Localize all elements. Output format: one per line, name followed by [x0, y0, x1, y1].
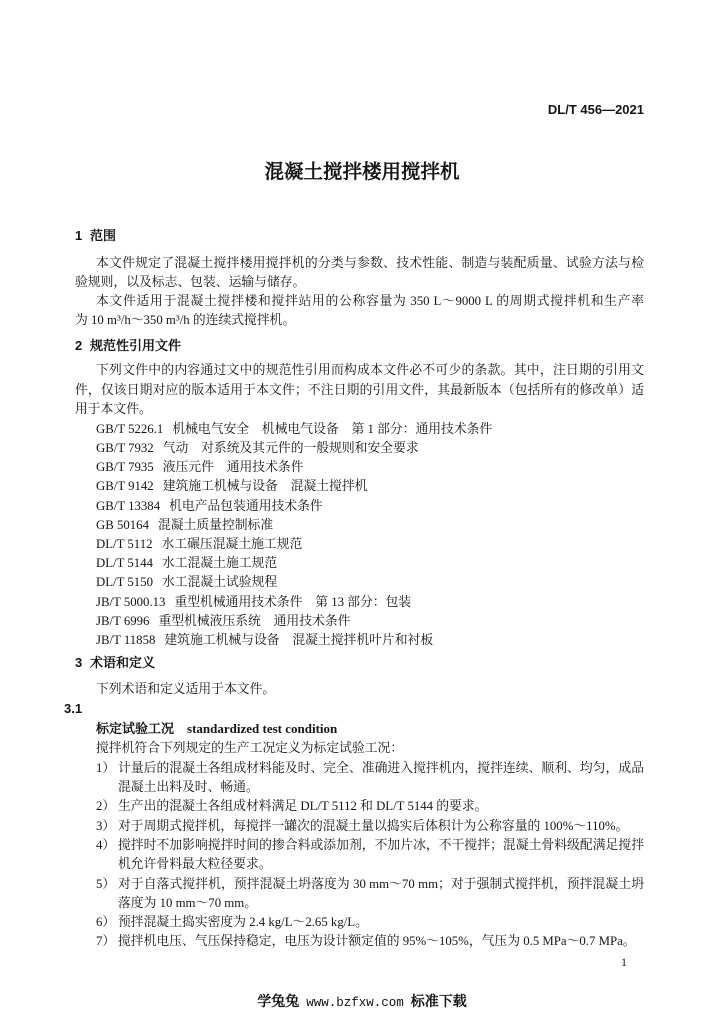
- section-title: 规范性引用文件: [90, 338, 182, 353]
- list-item-line: 搅拌时不加影响搅拌时间的掺合料或添加剂，不加片冰，不干搅拌；混凝土骨料级配满足搅拌: [118, 838, 644, 852]
- document-title: 混凝土搅拌楼用搅拌机: [264, 161, 460, 183]
- reference-item: [96, 573, 277, 591]
- reference-title: 水工碾压混凝土施工规范: [161, 537, 303, 551]
- paragraph-line: 本文件规定了混凝土搅拌楼用搅拌机的分类与参数、技术性能、制造与装配质量、试验方法与检: [96, 256, 644, 270]
- footer-url: www.bzfxw.com: [306, 996, 404, 1010]
- reference-code: JB/T 5000.13: [96, 595, 166, 609]
- reference-item: [96, 477, 367, 495]
- list-item-line: 搅拌机电压、气压保持稳定，电压为设计额定值的 95%～105%，气压为 0.5 MPa～0.7 MPa。: [118, 934, 636, 948]
- list-marker: 2）: [96, 799, 116, 813]
- paragraph-line: 为 10 m³/h～350 m³/h 的连续式搅拌机。: [75, 313, 296, 327]
- reference-code: DL/T 5112: [96, 537, 153, 551]
- reference-code: GB/T 5226.1: [96, 422, 164, 436]
- page-number: 1: [621, 955, 627, 969]
- reference-title: 建筑施工机械与设备 混凝土搅拌机叶片和衬板: [164, 633, 434, 647]
- list-marker: 3）: [96, 819, 116, 833]
- list-item-line: 预拌混凝土捣实密度为 2.4 kg/L～2.65 kg/L。: [118, 915, 368, 929]
- reference-title: 建筑施工机械与设备 混凝土搅拌机: [162, 479, 368, 493]
- list-marker: 4）: [96, 838, 116, 852]
- reference-code: JB/T 11858: [96, 633, 156, 647]
- reference-title: 机械电气安全 机械电气设备 第 1 部分：通用技术条件: [172, 422, 493, 436]
- paragraph-line: 本文件适用于混凝土搅拌楼和搅拌站用的公称容量为 350 L～9000 L 的周期式搅拌机和生产率: [96, 294, 644, 308]
- paragraph-line: 验规则，以及标志、包装、运输与储存。: [75, 275, 306, 289]
- reference-title: 机电产品包装通用技术条件: [169, 499, 323, 513]
- reference-code: GB/T 7935: [96, 460, 154, 474]
- reference-item: [96, 631, 433, 649]
- list-marker: 7）: [96, 934, 116, 948]
- list-item-line: 对于周期式搅拌机，每搅拌一罐次的混凝土量以捣实后体积计为公称容量的 100%～110%。: [118, 819, 629, 833]
- reference-code: GB/T 13384: [96, 499, 161, 513]
- reference-item: [96, 458, 303, 476]
- section-number: 2: [75, 338, 83, 353]
- term-line: [96, 720, 337, 738]
- term-definition: 搅拌机符合下列规定的生产工况定义为标定试验工况：: [96, 741, 404, 755]
- footer-banner: [0, 992, 724, 1012]
- reference-code: GB 50164: [96, 518, 149, 532]
- list-item-line: 生产出的混凝土各组成材料满足 DL/T 5112 和 DL/T 5144 的要求。: [118, 799, 488, 813]
- list-item-line: 混凝土出料及时、畅通。: [118, 780, 259, 794]
- term-chinese: 标定试验工况: [96, 721, 175, 736]
- reference-item: [96, 420, 492, 438]
- clause-number: 3.1: [64, 701, 83, 716]
- section-heading-normative-references: [75, 337, 181, 355]
- reference-title: 气动 对系统及其元件的一般规则和安全要求: [162, 441, 419, 455]
- reference-item: [96, 612, 350, 630]
- paragraph-line: 下列术语和定义适用于本文件。: [96, 682, 276, 696]
- section-number: 1: [75, 228, 83, 243]
- section-heading-scope: [75, 227, 116, 245]
- list-marker: 1）: [96, 761, 116, 775]
- paragraph-line: 下列文件中的内容通过文中的规范性引用而构成本文件必不可少的条款。其中，注日期的引用文: [96, 363, 644, 377]
- reference-code: GB/T 9142: [96, 479, 154, 493]
- list-marker: 5）: [96, 877, 116, 891]
- reference-title: 重型机械液压系统 通用技术条件: [158, 614, 351, 628]
- reference-title: 重型机械通用技术条件 第 13 部分：包装: [174, 595, 412, 609]
- list-item-line: 计量后的混凝土各组成材料能及时、完全、准确进入搅拌机内，搅拌连续、顺利、均匀，成品: [118, 761, 644, 775]
- standard-code: DL/T 456—2021: [547, 102, 644, 117]
- paragraph-line: 件，仅该日期对应的版本适用于本文件；不注日期的引用文件，其最新版本（包括所有的修改单）适: [75, 383, 644, 397]
- section-heading-terms: [75, 654, 155, 672]
- list-marker: 6）: [96, 915, 116, 929]
- section-title: 术语和定义: [90, 655, 156, 670]
- footer-site-name: 学兔兔: [257, 994, 300, 1010]
- reference-title: 水工混凝土施工规范: [162, 556, 278, 570]
- reference-code: DL/T 5144: [96, 556, 153, 570]
- reference-item: [96, 593, 411, 611]
- section-number: 3: [75, 655, 83, 670]
- reference-item: [96, 516, 273, 534]
- reference-code: GB/T 7932: [96, 441, 154, 455]
- list-item-line: 对于自落式搅拌机，预拌混凝土坍落度为 30 mm～70 mm；对于强制式搅拌机，预拌混凝土坍: [118, 877, 644, 891]
- reference-title: 混凝土质量控制标准: [157, 518, 274, 532]
- reference-item: [96, 497, 323, 515]
- reference-code: DL/T 5150: [96, 575, 153, 589]
- paragraph-line: 用于本文件。: [75, 402, 152, 416]
- list-item-line: 落度为 10 mm～70 mm。: [118, 896, 257, 910]
- footer-label: 标准下载: [410, 994, 467, 1010]
- reference-item: [96, 554, 277, 572]
- reference-code: JB/T 6996: [96, 614, 150, 628]
- reference-item: [96, 535, 302, 553]
- reference-item: [96, 439, 419, 457]
- term-english: standardized test condition: [187, 721, 338, 736]
- reference-title: 液压元件 通用技术条件: [162, 460, 304, 474]
- section-title: 范围: [90, 228, 117, 243]
- list-item-line: 机允许骨料最大粒径要求。: [118, 857, 272, 871]
- reference-title: 水工混凝土试验规程: [162, 575, 278, 589]
